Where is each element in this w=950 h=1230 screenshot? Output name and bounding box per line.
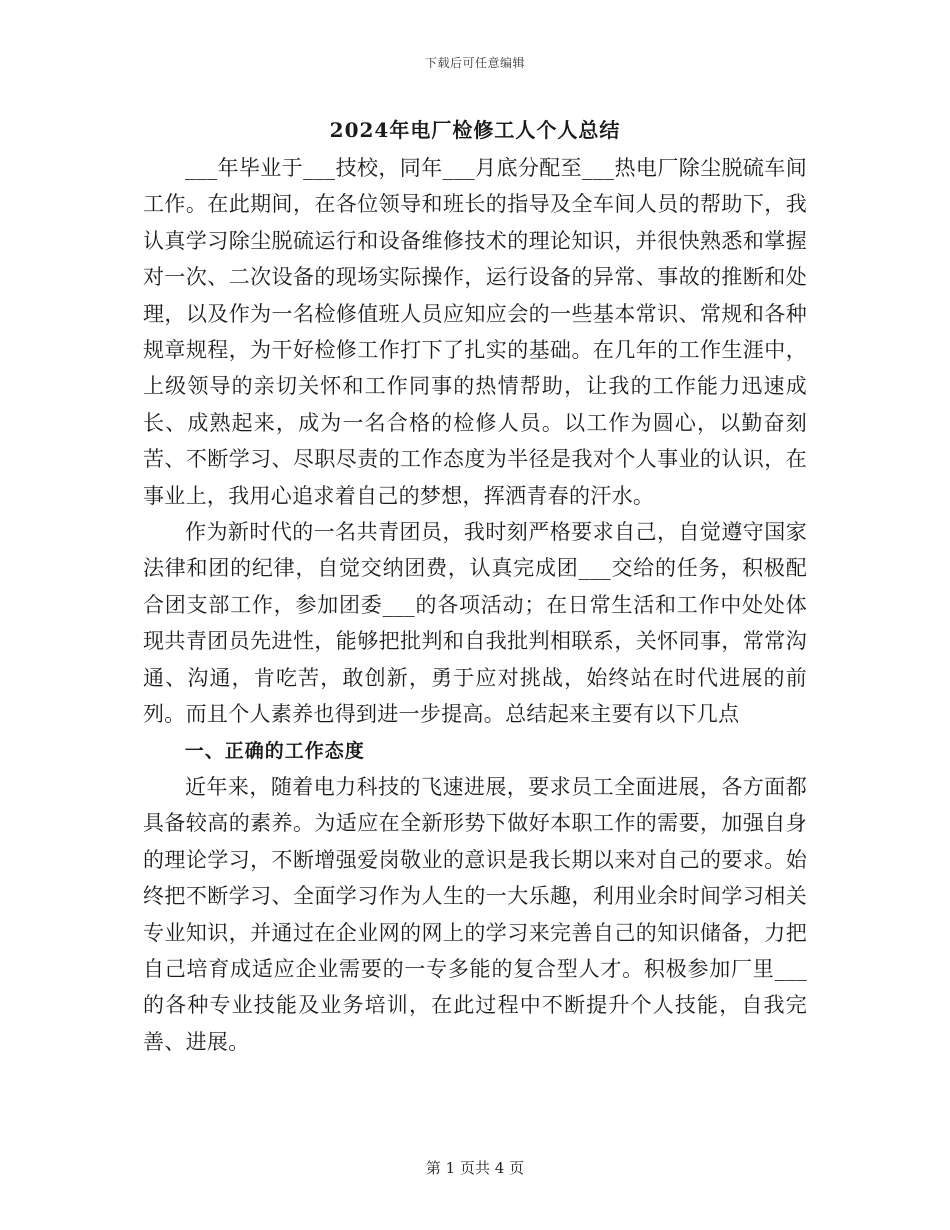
paragraph-intro: ___年毕业于___技校，同年___月底分配至___热电厂除尘脱硫车间工作。在此期间，在各位领导和班长的指导及全车间人员的帮助下，我认真学习除尘脱硫运行和设备维修技术的理论知识，并很快熟悉和掌握对一次、二次设备的现场实际操作，运行设备的异常、事故的推断和处理，以及作为一名检修值班人员应知应会的一些基本常识、常规和各种规章规程，为干好检修工作打下了扎实的基础。在几年的工作生涯中，上级领导的亲切关怀和工作同事的热情帮助，让我的工作能力迅速成长、成熟起来，成为一名合格的检修人员。以工作为圆心，以勤奋刻苦、不断学习、尽职尽责的工作态度为半径是我对个人事业的认识，在事业上，我用心追求着自己的梦想，挥洒青春的汗水。	[143, 156, 807, 508]
paragraph-league-member: 作为新时代的一名共青团员，我时刻严格要求自己，自觉遵守国家法律和团的纪律，自觉交纳团费，认真完成团___交给的任务，积极配合团支部工作，参加团委___的各项活动；在日常生活和工作中处处体现共青团员先进性，能够把批判和自我批判相联系，关怀同事，常常沟通、沟通，肯吃苦，敢创新，勇于应对挑战，始终站在时代进展的前列。而且个人素养也得到进一步提高。总结起来主要有以下几点	[143, 520, 807, 727]
document-body	[143, 150, 807, 1060]
document-title: 2024年电厂检修工人个人总结	[329, 118, 621, 142]
section-heading: 一、正确的工作态度	[184, 739, 365, 762]
paragraph-work-attitude: 近年来，随着电力科技的飞速进展，要求员工全面进展，各方面都具备较高的素养。为适应在全新形势下做好本职工作的需要，加强自身的理论学习，不断增强爱岗敬业的意识是我长期以来对自己的要求。始终把不断学习、全面学习作为人生的一大乐趣，利用业余时间学习相关专业知识，并通过在企业网的网上的学习来完善自己的知识储备，力把自己培育成适应企业需要的一专多能的复合型人才。积极参加厂里___的各种专业技能及业务培训，在此过程中不断提升个人技能，自我完善、进展。	[143, 774, 807, 1054]
page-footer: 第 1 页共 4 页	[425, 1159, 525, 1177]
header-note: 下载后可任意编辑	[424, 56, 525, 70]
